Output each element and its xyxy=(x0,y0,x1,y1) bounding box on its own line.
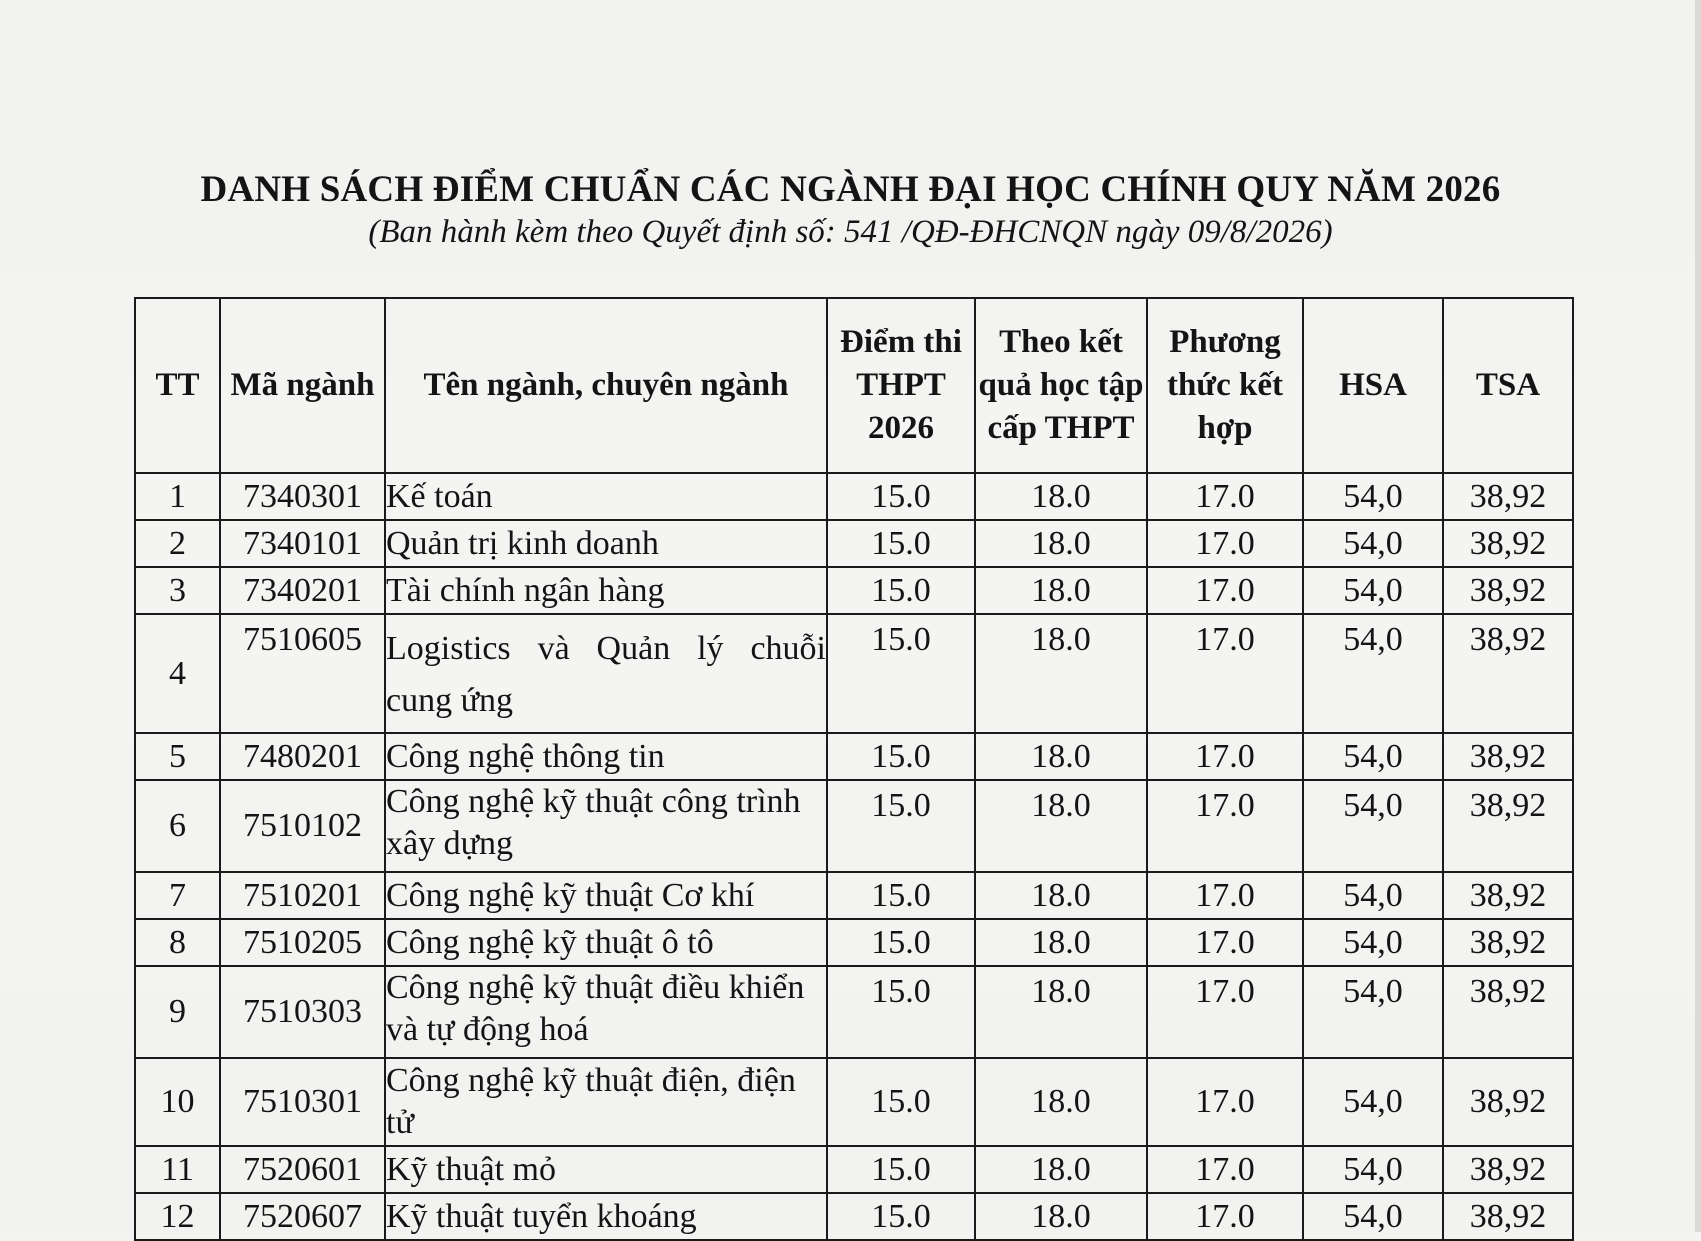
cell-hsa: 54,0 xyxy=(1303,733,1443,780)
cell-ket-hop: 17.0 xyxy=(1147,614,1303,733)
cell-name: Tài chính ngân hàng xyxy=(385,567,827,614)
cell-thpt: 15.0 xyxy=(827,872,975,919)
cell-tsa: 38,92 xyxy=(1443,872,1573,919)
cell-thpt: 15.0 xyxy=(827,614,975,733)
cell-code: 7520607 xyxy=(220,1193,385,1240)
cell-ket-hop: 17.0 xyxy=(1147,733,1303,780)
cell-hsa: 54,0 xyxy=(1303,966,1443,1058)
cell-name: Công nghệ kỹ thuật ô tô xyxy=(385,919,827,966)
table-row xyxy=(135,872,1573,919)
cell-name: Kế toán xyxy=(385,473,827,520)
cell-tt: 1 xyxy=(135,473,220,520)
cell-tt: 12 xyxy=(135,1193,220,1240)
cell-name: Công nghệ thông tin xyxy=(385,733,827,780)
table-header-row xyxy=(135,298,1573,473)
admission-scores-table xyxy=(134,297,1574,1241)
cell-code: 7510102 xyxy=(220,780,385,872)
cell-tt: 4 xyxy=(135,614,220,733)
cell-tsa: 38,92 xyxy=(1443,733,1573,780)
cell-hoc-ba: 18.0 xyxy=(975,872,1147,919)
cell-tsa: 38,92 xyxy=(1443,1146,1573,1193)
document-subtitle: (Ban hành kèm theo Quyết định số: 541 /QĐ-ĐHCNQN ngày 09/8/2026) xyxy=(368,214,1333,250)
cell-name: Quản trị kinh doanh xyxy=(385,520,827,567)
cell-code: 7340201 xyxy=(220,567,385,614)
cell-tt: 2 xyxy=(135,520,220,567)
cell-hsa: 54,0 xyxy=(1303,520,1443,567)
cell-hsa: 54,0 xyxy=(1303,780,1443,872)
cell-code: 7520601 xyxy=(220,1146,385,1193)
cell-tt: 3 xyxy=(135,567,220,614)
cell-name: Logistics và Quản lý chuỗi cung ứng xyxy=(385,614,827,733)
cell-code: 7480201 xyxy=(220,733,385,780)
cell-ket-hop: 17.0 xyxy=(1147,1146,1303,1193)
header-thpt: Điểm thi THPT 2026 xyxy=(827,298,975,473)
cell-hoc-ba: 18.0 xyxy=(975,520,1147,567)
cell-code: 7340101 xyxy=(220,520,385,567)
cell-ket-hop: 17.0 xyxy=(1147,473,1303,520)
header-ket-hop: Phương thức kết hợp xyxy=(1147,298,1303,473)
cell-thpt: 15.0 xyxy=(827,733,975,780)
cell-tt: 10 xyxy=(135,1058,220,1146)
cell-tt: 7 xyxy=(135,872,220,919)
cell-thpt: 15.0 xyxy=(827,966,975,1058)
cell-ket-hop: 17.0 xyxy=(1147,567,1303,614)
table-row xyxy=(135,1058,1573,1146)
cell-tsa: 38,92 xyxy=(1443,614,1573,733)
cell-hoc-ba: 18.0 xyxy=(975,1146,1147,1193)
cell-hsa: 54,0 xyxy=(1303,872,1443,919)
cell-thpt: 15.0 xyxy=(827,919,975,966)
cell-hoc-ba: 18.0 xyxy=(975,780,1147,872)
table-row xyxy=(135,614,1573,733)
cell-ket-hop: 17.0 xyxy=(1147,520,1303,567)
cell-thpt: 15.0 xyxy=(827,1146,975,1193)
cell-code: 7510303 xyxy=(220,966,385,1058)
cell-thpt: 15.0 xyxy=(827,1058,975,1146)
table-row xyxy=(135,919,1573,966)
cell-hsa: 54,0 xyxy=(1303,1146,1443,1193)
cell-code: 7510205 xyxy=(220,919,385,966)
cell-hoc-ba: 18.0 xyxy=(975,1058,1147,1146)
cell-tsa: 38,92 xyxy=(1443,567,1573,614)
header-tsa: TSA xyxy=(1443,298,1573,473)
cell-hsa: 54,0 xyxy=(1303,919,1443,966)
header-name: Tên ngành, chuyên ngành xyxy=(385,298,827,473)
cell-ket-hop: 17.0 xyxy=(1147,872,1303,919)
table-row xyxy=(135,966,1573,1058)
cell-ket-hop: 17.0 xyxy=(1147,919,1303,966)
cell-tt: 9 xyxy=(135,966,220,1058)
cell-hoc-ba: 18.0 xyxy=(975,473,1147,520)
cell-name: Kỹ thuật mỏ xyxy=(385,1146,827,1193)
cell-hsa: 54,0 xyxy=(1303,1193,1443,1240)
cell-tt: 6 xyxy=(135,780,220,872)
document-title-text: DANH SÁCH ĐIỂM CHUẨN CÁC NGÀNH ĐẠI HỌC CHÍNH QUY NĂM 2026 xyxy=(200,169,1501,210)
cell-tt: 11 xyxy=(135,1146,220,1193)
cell-thpt: 15.0 xyxy=(827,473,975,520)
cell-thpt: 15.0 xyxy=(827,780,975,872)
cell-thpt: 15.0 xyxy=(827,1193,975,1240)
cell-ket-hop: 17.0 xyxy=(1147,780,1303,872)
cell-hsa: 54,0 xyxy=(1303,473,1443,520)
cell-ket-hop: 17.0 xyxy=(1147,1193,1303,1240)
cell-hoc-ba: 18.0 xyxy=(975,614,1147,733)
table-row xyxy=(135,733,1573,780)
cell-tsa: 38,92 xyxy=(1443,780,1573,872)
cell-code: 7510605 xyxy=(220,614,385,733)
cell-hsa: 54,0 xyxy=(1303,1058,1443,1146)
cell-hoc-ba: 18.0 xyxy=(975,966,1147,1058)
header-hoc-ba: Theo kết quả học tập cấp THPT xyxy=(975,298,1147,473)
cell-hsa: 54,0 xyxy=(1303,614,1443,733)
cell-name: Công nghệ kỹ thuật điện, điện tử xyxy=(385,1058,827,1146)
cell-ket-hop: 17.0 xyxy=(1147,1058,1303,1146)
cell-hoc-ba: 18.0 xyxy=(975,1193,1147,1240)
cell-name: Công nghệ kỹ thuật Cơ khí xyxy=(385,872,827,919)
header-hsa: HSA xyxy=(1303,298,1443,473)
cell-hsa: 54,0 xyxy=(1303,567,1443,614)
cell-tt: 5 xyxy=(135,733,220,780)
table-row xyxy=(135,1193,1573,1240)
cell-ket-hop: 17.0 xyxy=(1147,966,1303,1058)
cell-code: 7510301 xyxy=(220,1058,385,1146)
cell-code: 7510201 xyxy=(220,872,385,919)
cell-hoc-ba: 18.0 xyxy=(975,919,1147,966)
cell-tsa: 38,92 xyxy=(1443,473,1573,520)
cell-tsa: 38,92 xyxy=(1443,966,1573,1058)
cell-thpt: 15.0 xyxy=(827,567,975,614)
cell-tsa: 38,92 xyxy=(1443,1058,1573,1146)
cell-name: Công nghệ kỹ thuật công trình xây dựng xyxy=(385,780,827,872)
cell-name: Công nghệ kỹ thuật điều khiển và tự động hoá xyxy=(385,966,827,1058)
cell-tsa: 38,92 xyxy=(1443,520,1573,567)
cell-tsa: 38,92 xyxy=(1443,1193,1573,1240)
cell-hoc-ba: 18.0 xyxy=(975,733,1147,780)
cell-tt: 8 xyxy=(135,919,220,966)
cell-name: Kỹ thuật tuyển khoáng xyxy=(385,1193,827,1240)
table-row xyxy=(135,567,1573,614)
table-row xyxy=(135,780,1573,872)
table-row xyxy=(135,473,1573,520)
table-row xyxy=(135,520,1573,567)
cell-hoc-ba: 18.0 xyxy=(975,567,1147,614)
table-row xyxy=(135,1146,1573,1193)
header-code: Mã ngành xyxy=(220,298,385,473)
header-tt: TT xyxy=(135,298,220,473)
document-title xyxy=(0,168,1701,211)
cell-code: 7340301 xyxy=(220,473,385,520)
cell-tsa: 38,92 xyxy=(1443,919,1573,966)
scan-edge xyxy=(1695,0,1701,1232)
cell-thpt: 15.0 xyxy=(827,520,975,567)
